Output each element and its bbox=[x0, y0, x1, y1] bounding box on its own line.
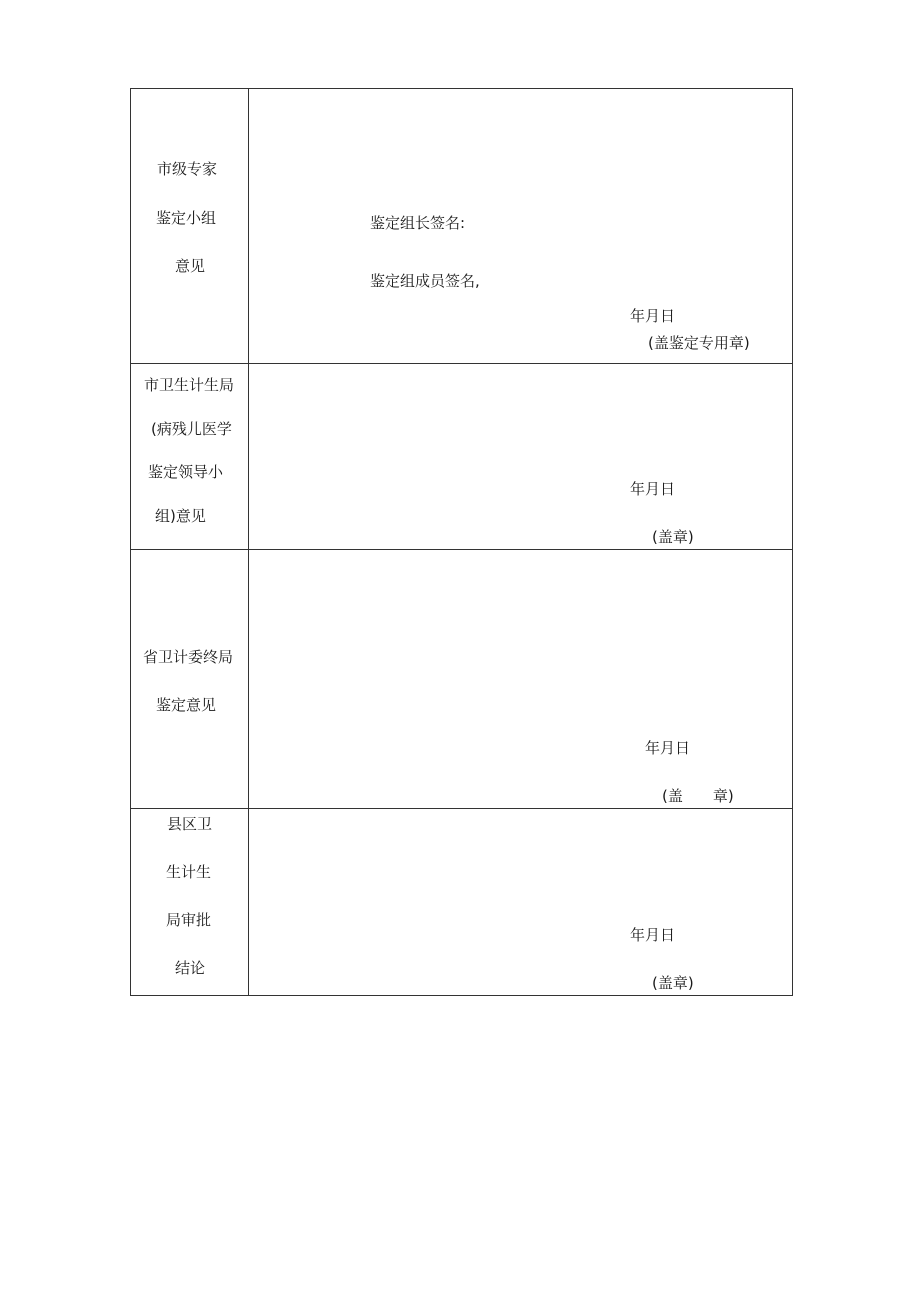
content-cell-province-final[interactable] bbox=[249, 550, 792, 808]
date-label: 年月日 bbox=[630, 307, 676, 325]
label-line: 鉴定领导小 bbox=[148, 463, 224, 481]
date-label: 年月日 bbox=[630, 480, 676, 498]
label-line: 市级专家 bbox=[157, 160, 218, 178]
label-line: 意见 bbox=[175, 257, 206, 275]
seal-label: (盖 章) bbox=[662, 787, 734, 805]
leader-signature-label: 鉴定组长签名: bbox=[370, 214, 466, 232]
label-line: 鉴定小组 bbox=[156, 209, 217, 227]
label-line: 县区卫 bbox=[167, 815, 213, 833]
row-province-final-opinion bbox=[131, 550, 792, 809]
content-cell-city-expert[interactable] bbox=[249, 89, 792, 363]
label-cell-province-final bbox=[131, 550, 249, 808]
label-line: 市卫生计生局 bbox=[144, 376, 235, 394]
content-cell-county-approval[interactable] bbox=[249, 809, 792, 995]
content-cell-city-health-bureau[interactable] bbox=[249, 364, 792, 549]
label-line: 组)意见 bbox=[155, 507, 206, 525]
label-line: 省卫计委终局 bbox=[143, 648, 234, 666]
label-line: 鉴定意见 bbox=[156, 696, 217, 714]
seal-label: (盖章) bbox=[652, 528, 694, 546]
member-signature-label: 鉴定组成员签名, bbox=[370, 272, 480, 290]
appraisal-form-table bbox=[130, 88, 793, 996]
seal-label: (盖鉴定专用章) bbox=[648, 334, 750, 352]
label-cell-city-health-bureau bbox=[131, 364, 249, 549]
label-line: (病残儿医学 bbox=[151, 420, 232, 438]
date-label: 年月日 bbox=[630, 926, 676, 944]
label-cell-county-approval bbox=[131, 809, 249, 995]
label-line: 生计生 bbox=[166, 863, 212, 881]
label-line: 局审批 bbox=[166, 911, 212, 929]
row-city-health-bureau-opinion bbox=[131, 364, 792, 550]
date-label: 年月日 bbox=[645, 739, 691, 757]
seal-label: (盖章) bbox=[652, 974, 694, 992]
label-line: 结论 bbox=[175, 959, 206, 977]
label-cell-city-expert bbox=[131, 89, 249, 363]
row-city-expert-opinion bbox=[131, 89, 792, 364]
row-county-approval-conclusion bbox=[131, 809, 792, 995]
